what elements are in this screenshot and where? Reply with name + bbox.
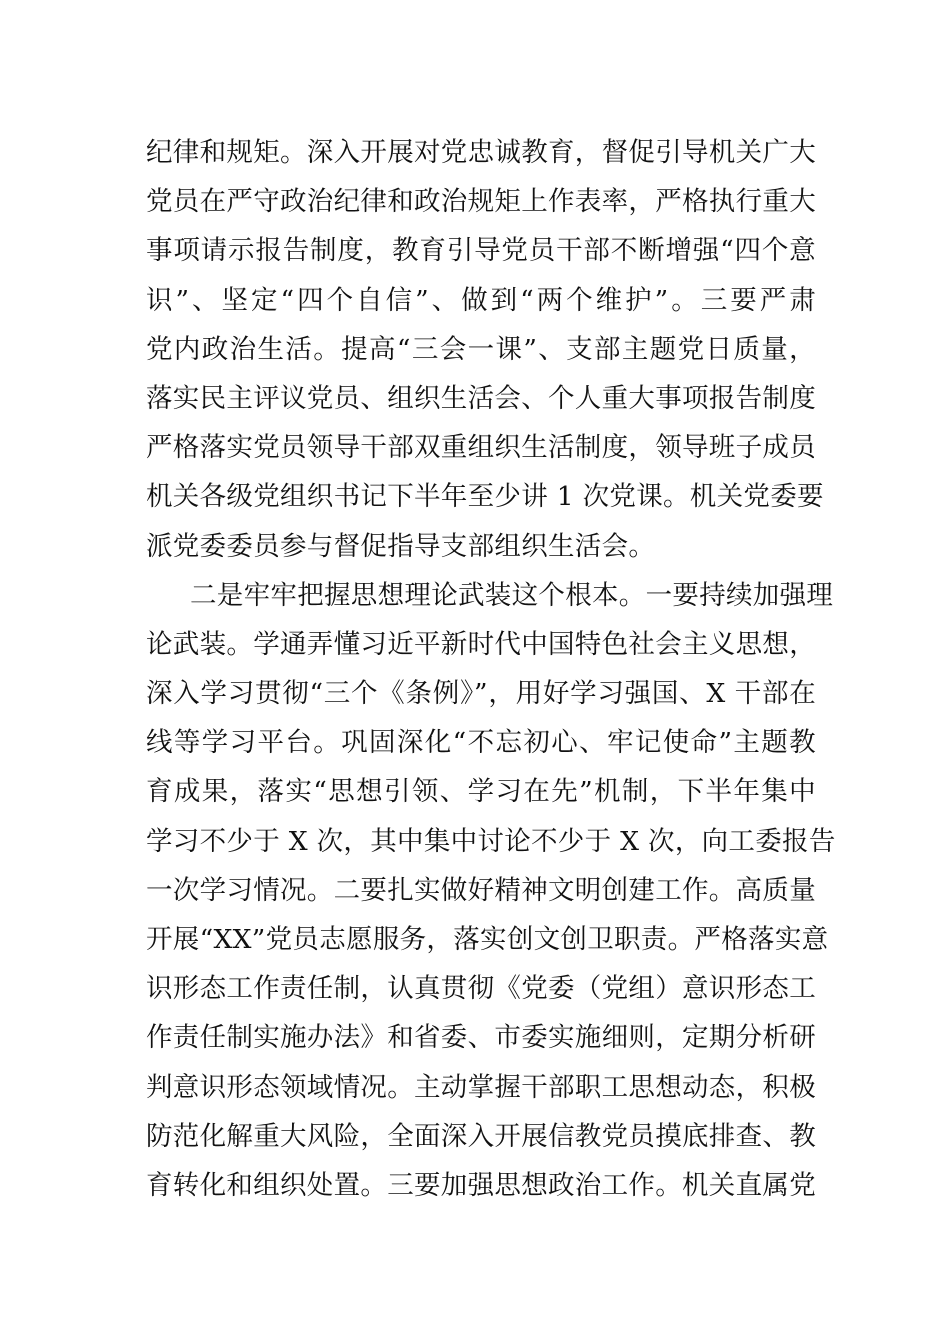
text-line: 党员在严守政治纪律和政治规矩上作表率，严格执行重大 [146, 186, 816, 218]
text-line: 判意识形态领域情况。主动掌握干部职工思想动态，积极 [146, 1071, 816, 1103]
body-text [146, 128, 836, 1210]
text-line: 育转化和组织处置。三要加强思想政治工作。机关直属党 [146, 1169, 816, 1201]
text-line: 事项请示报告制度，教育引导党员干部不断增强“四个意 [146, 235, 816, 267]
text-line: 派党委委员参与督促指导支部组织生活会。 [146, 530, 656, 562]
text-line: 机关各级党组织书记下半年至少讲 1 次党课。机关党委要 [146, 481, 824, 513]
text-line: 作责任制实施办法》和省委、市委实施细则，定期分析研 [146, 1022, 816, 1054]
text-line: 学习不少于 X 次，其中集中讨论不少于 X 次，向工委报告 [146, 825, 836, 857]
text-line: 论武装。学通弄懂习近平新时代中国特色社会主义思想， [146, 628, 816, 660]
text-line: 纪律和规矩。深入开展对党忠诚教育，督促引导机关广大 [146, 137, 816, 168]
text-line: 育成果，落实“思想引领、学习在先”机制，下半年集中 [146, 776, 816, 808]
text-line: 防范化解重大风险，全面深入开展信教党员摸底排查、教 [146, 1120, 816, 1152]
text-line: 识”、坚定“四个自信”、做到“两个维护”。三要严肃 [146, 284, 816, 316]
text-line: 开展“XX”党员志愿服务，落实创文创卫职责。严格落实意 [146, 924, 829, 955]
text-line: 一次学习情况。二要扎实做好精神文明创建工作。高质量 [146, 874, 816, 906]
text-line: 严格落实党员领导干部双重组织生活制度，领导班子成员 [146, 432, 816, 464]
text-line: 线等学习平台。巩固深化“不忘初心、牢记使命”主题教 [146, 727, 816, 759]
text-line: 深入学习贯彻“三个《条例》”，用好学习强国、X 干部在 [146, 678, 816, 710]
text-line: 识形态工作责任制，认真贯彻《党委（党组）意识形态工 [146, 973, 816, 1005]
text-line: 落实民主评议党员、组织生活会、个人重大事项报告制度 [146, 382, 816, 414]
text-line: 党内政治生活。提高“三会一课”、支部主题党日质量， [146, 333, 816, 365]
text-line: 二是牢牢把握思想理论武装这个根本。一要持续加强理 [190, 579, 834, 611]
